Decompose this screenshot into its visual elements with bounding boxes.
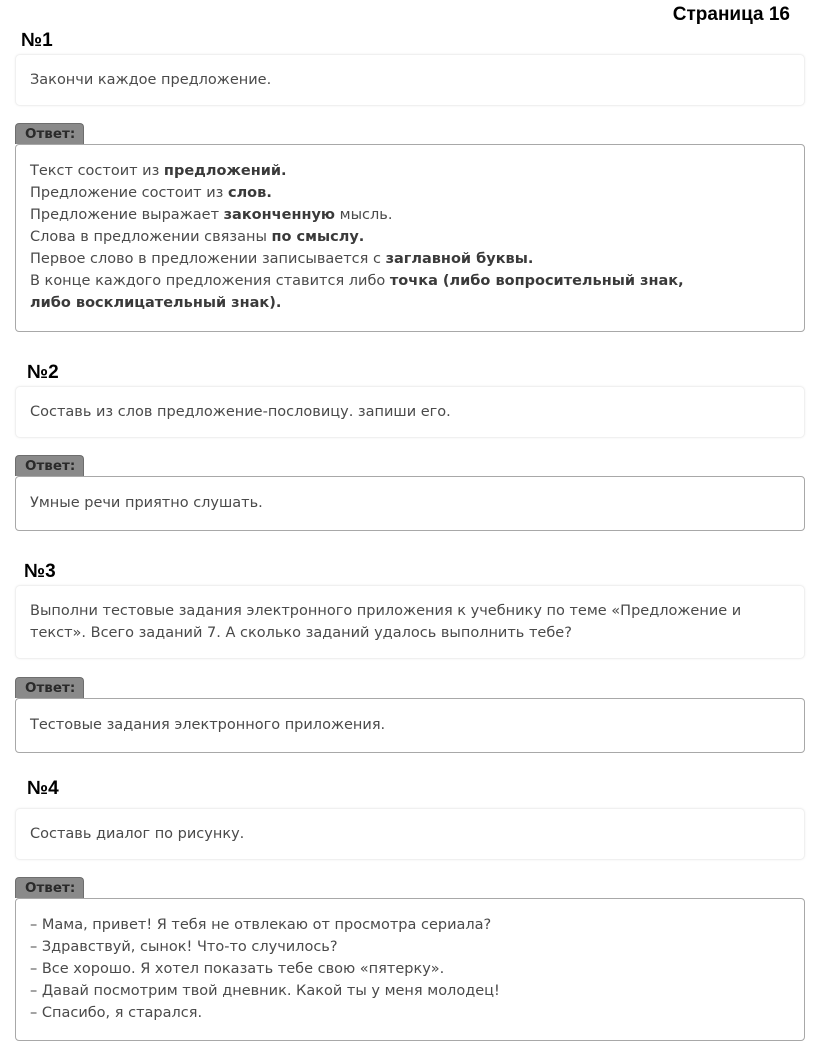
answer-line: – Давай посмотрим твой дневник. Какой ты у меня молодец! [30, 983, 500, 999]
answer-line: Предложение состоит из слов. [30, 185, 272, 201]
task-4-answer [15, 898, 805, 1041]
task-3-question [15, 585, 805, 659]
task-2-answer-tab: Ответ: [15, 455, 84, 476]
task-2-question-text: Составь из слов предложение-пословицу. запиши его. [30, 404, 451, 420]
task-4-question [15, 808, 805, 860]
answer-line: Предложение выражает законченную мысль. [30, 207, 393, 223]
answer-line: В конце каждого предложения ставится либо точка (либо вопросительный знак, либо восклицательный знак). [30, 273, 684, 311]
answer-line: – Спасибо, я старался. [30, 1005, 203, 1021]
task-2-answer [15, 476, 805, 531]
answer-line: Первое слово в предложении записывается с заглавной буквы. [30, 251, 534, 267]
task-1-question [15, 54, 805, 106]
task-4-number: №4 [27, 778, 59, 799]
task-3-answer [15, 698, 805, 753]
task-3-answer-tab: Ответ: [15, 677, 84, 698]
answer-line: Текст состоит из предложений. [30, 163, 287, 179]
task-1-question-text: Закончи каждое предложение. [30, 72, 272, 88]
answer-line: – Здравствуй, сынок! Что-то случилось? [30, 939, 338, 955]
task-3-number: №3 [24, 561, 56, 582]
task-1-answer-tab: Ответ: [15, 123, 84, 144]
page-number-label: Страница 16 [672, 4, 790, 25]
task-4-question-text: Составь диалог по рисунку. [30, 826, 245, 842]
task-3-question-text: Выполни тестовые задания электронного приложения к учебнику по теме «Предложение и текст». Всего заданий 7. А сколько заданий удалось выполнить тебе? [30, 603, 742, 641]
answer-line: Тестовые задания электронного приложения. [30, 717, 386, 733]
task-4-answer-tab: Ответ: [15, 877, 84, 898]
task-2-number: №2 [27, 362, 59, 383]
answer-line: Умные речи приятно слушать. [30, 495, 263, 511]
task-2-question [15, 386, 805, 438]
task-1-number: №1 [21, 30, 53, 51]
task-1-answer [15, 144, 805, 332]
answer-line: – Все хорошо. Я хотел показать тебе свою «пятерку». [30, 961, 445, 977]
answer-line: Слова в предложении связаны по смыслу. [30, 229, 365, 245]
answer-line: – Мама, привет! Я тебя не отвлекаю от просмотра сериала? [30, 917, 492, 933]
